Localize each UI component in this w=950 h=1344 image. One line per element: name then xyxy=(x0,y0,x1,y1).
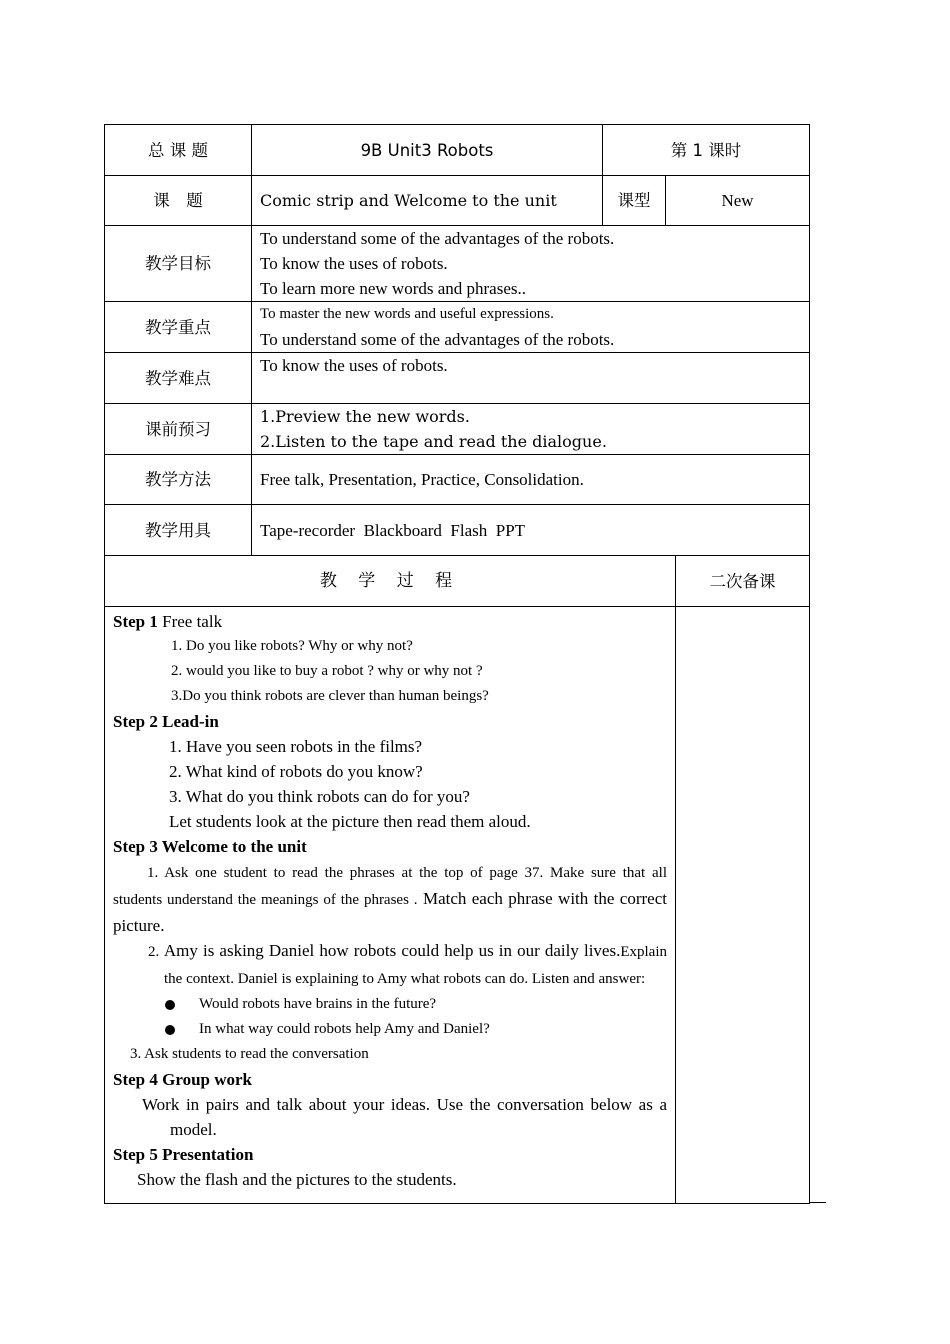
preview-label: 课前预习 xyxy=(105,404,252,455)
step3-item1-text: 1. Ask one student to read the phrases at the top of page 37. Make sure that all students understand the meanings of the phrases . xyxy=(113,865,667,908)
step1-label: Step 1 xyxy=(113,612,158,631)
total-topic-label: 总 课 题 xyxy=(105,125,252,176)
bullet-item xyxy=(113,992,667,1017)
step2-item: Let students look at the picture then read them aloud. xyxy=(169,812,531,831)
step3-item2 xyxy=(113,938,667,992)
lesson-plan-table xyxy=(104,124,810,556)
tools-value: Tape-recorder Blackboard Flash PPT xyxy=(252,505,810,556)
difficulties-label: 教学难点 xyxy=(105,353,252,404)
bullet-text: Would robots have brains in the future? xyxy=(199,996,437,1012)
total-topic-value: 9B Unit3 Robots xyxy=(252,125,603,176)
step1-title: Free talk xyxy=(157,612,223,631)
bullet-text: In what way could robots help Amy and Daniel? xyxy=(199,1021,490,1037)
type-value: New xyxy=(666,176,810,226)
notes-body xyxy=(676,607,810,1204)
step2-item: 3. What do you think robots can do for you? xyxy=(169,787,470,806)
step2-item: 2. What kind of robots do you know? xyxy=(169,762,423,781)
type-label: 课型 xyxy=(603,176,666,226)
step1-item: 2. would you like to buy a robot ? why or why not ? xyxy=(171,663,483,679)
methods-value: Free talk, Presentation, Practice, Consolidation. xyxy=(252,455,810,505)
step5-text: Show the flash and the pictures to the students. xyxy=(137,1170,457,1189)
step2-title: Step 2 Lead-in xyxy=(113,712,219,731)
process-table xyxy=(104,555,810,1204)
step3-item2-detail: Explain the context. Daniel is explaining to Amy what robots can do. Listen and answer: xyxy=(164,944,667,987)
lesson-number: 第 1 课时 xyxy=(603,125,810,176)
preview-content xyxy=(252,404,810,455)
key-point-line: To master the new words and useful expressions. xyxy=(260,306,554,322)
preview-line: 1.Preview the new words. xyxy=(260,407,470,426)
step3-item1-text-large: Match each phrase with the correct picture. xyxy=(113,889,667,935)
bullet-dot xyxy=(165,1025,175,1035)
tools-label: 教学用具 xyxy=(105,505,252,556)
difficulties-content xyxy=(252,353,810,404)
notes-title: 二次备课 xyxy=(676,556,810,607)
step3-item3: 3. Ask students to read the conversation xyxy=(130,1046,369,1062)
step1-item: 1. Do you like robots? Why or why not? xyxy=(171,638,413,654)
step3-item2-text: Amy is asking Daniel how robots could help us in our daily lives. xyxy=(163,941,621,960)
topic-label: 课 题 xyxy=(105,176,252,226)
key-points-label: 教学重点 xyxy=(105,302,252,353)
bullet-item xyxy=(113,1017,667,1042)
table-edge-line xyxy=(809,1202,826,1203)
key-points-content xyxy=(252,302,810,353)
objective-line: To understand some of the advantages of the robots. xyxy=(260,229,615,248)
objective-line: To learn more new words and phrases.. xyxy=(260,279,527,298)
process-title: 教 学 过 程 xyxy=(105,556,676,607)
step4-text: Work in pairs and talk about your ideas. Use the conversation below as a model. xyxy=(142,1095,667,1139)
objectives-content xyxy=(252,226,810,302)
step2-item: 1. Have you seen robots in the films? xyxy=(169,737,423,756)
bullet-dot xyxy=(165,1000,175,1010)
step3-item1 xyxy=(113,859,667,938)
objective-line: To know the uses of robots. xyxy=(260,254,448,273)
difficulty-line: To know the uses of robots. xyxy=(260,356,448,375)
step4-title: Step 4 Group work xyxy=(113,1070,253,1089)
lesson-plan xyxy=(104,124,809,1204)
step3-title: Step 3 Welcome to the unit xyxy=(113,837,307,856)
topic-value: Comic strip and Welcome to the unit xyxy=(252,176,603,226)
step5-title: Step 5 Presentation xyxy=(113,1145,254,1164)
key-point-line: To understand some of the advantages of the robots. xyxy=(260,330,615,349)
objectives-label: 教学目标 xyxy=(105,226,252,302)
step1-item: 3.Do you think robots are clever than human beings? xyxy=(171,688,489,704)
step3-item2-number: 2. xyxy=(148,944,164,960)
methods-label: 教学方法 xyxy=(105,455,252,505)
process-body xyxy=(105,607,676,1204)
preview-line: 2.Listen to the tape and read the dialogue. xyxy=(260,432,607,451)
